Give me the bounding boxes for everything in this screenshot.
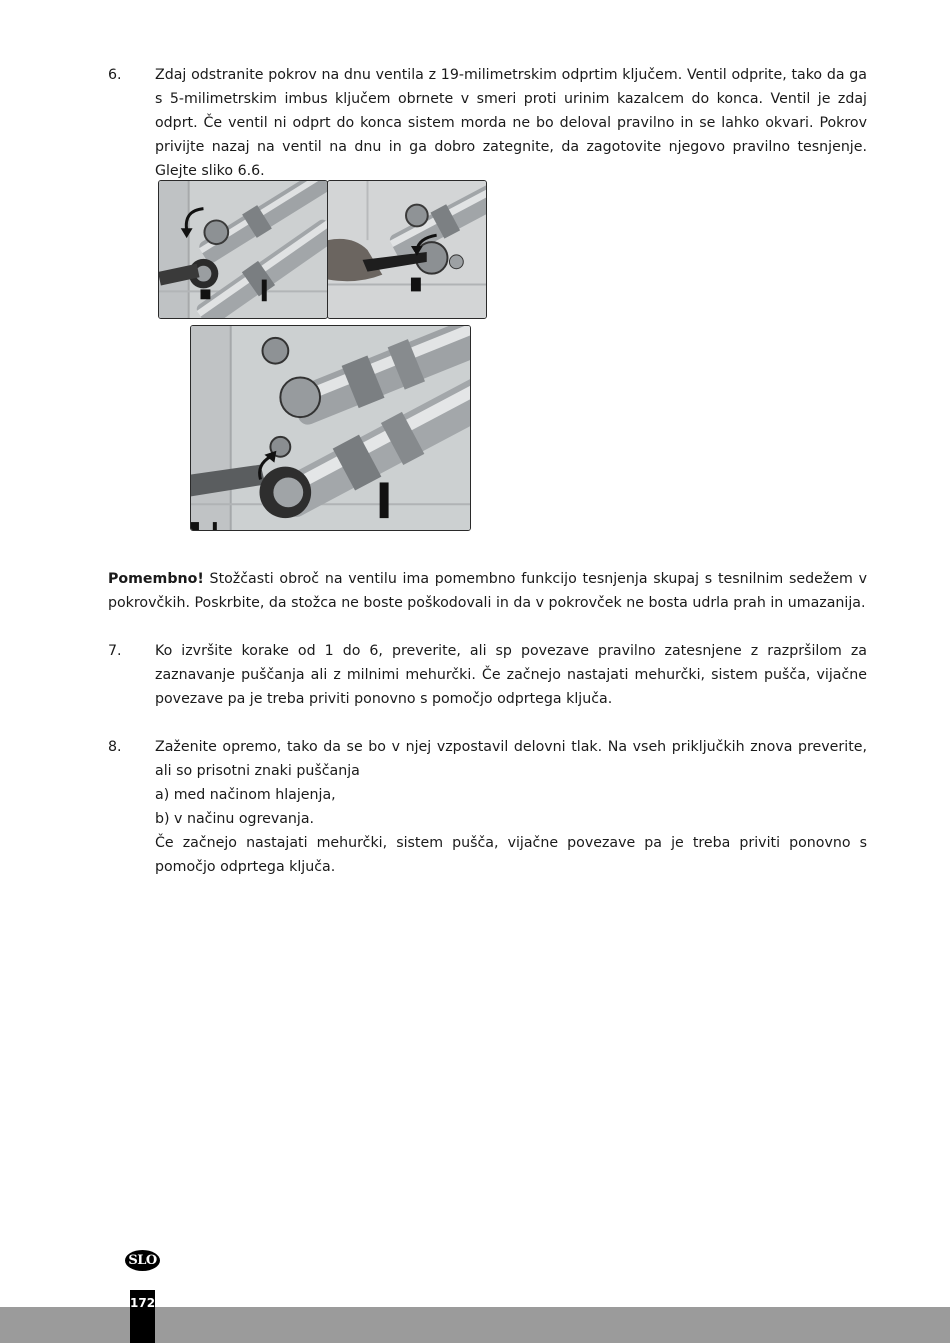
step-number: 7.: [108, 643, 122, 659]
valve-photo-cap-tightening: [190, 325, 471, 531]
step-8: [108, 735, 867, 879]
step-text: Ko izvršite korake od 1 do 6, preverite, ali sp povezave pravilno zatesnjene z razpršilom za zaznavanje puščanja ali z milnimi mehurčki. Če začnejo nastajati mehurčki, sistem pušča, vijačne povezave pa je treba priviti ponovno s pomočjo odprtega ključa.: [155, 643, 867, 707]
step-text-followup: Če začnejo nastajati mehurčki, sistem pušča, vijačne povezave pa je treba priviti ponovno s pomočjo odprtega ključa.: [155, 835, 867, 875]
step-number: 6.: [108, 67, 122, 83]
step-option-heating: b) v načinu ogrevanja.: [155, 811, 315, 827]
page-number: 172: [130, 1290, 155, 1343]
step-text: Zdaj odstranite pokrov na dnu ventila z 19-milimetrskim odprtim ključem. Ventil odprite, tako da ga s 5-milimetrskim imbus ključem obrnete v smeri proti urinim kazalcem do konca. Ventil je zdaj odprt. Če ventil ni odprt do konca sistem morda ne bo deloval pravilno in se lahko okvari. Pokrov privijte nazaj na ventil na dnu in ga dobro zategnite, da zagotovite njegovo pravilno tesnjenje. Glejte sliko 6.6.: [155, 67, 867, 179]
step-number: 8.: [108, 739, 122, 755]
step-7: [108, 639, 867, 711]
note-text: Stožčasti obroč na ventilu ima pomembno funkcijo tesnjenja skupaj s tesnilnim sedežem v pokrovčkih. Poskrbite, da stožca ne boste poškodovali in da v pokrovček ne bosta udrla prah in umazanija.: [108, 571, 867, 611]
important-note: [108, 567, 867, 615]
step-option-cooling: a) med načinom hlajenja,: [155, 787, 336, 803]
valve-photo-open-spanner: [158, 180, 328, 319]
valve-photo-hex-key: [327, 180, 487, 319]
note-label: Pomembno!: [108, 571, 204, 587]
step-6: [108, 63, 867, 183]
language-badge: SLO: [125, 1250, 160, 1271]
step-text: Zaženite opremo, tako da se bo v njej vzpostavil delovni tlak. Na vseh priključkih znova preverite, ali so prisotni znaki puščanja: [155, 739, 867, 779]
